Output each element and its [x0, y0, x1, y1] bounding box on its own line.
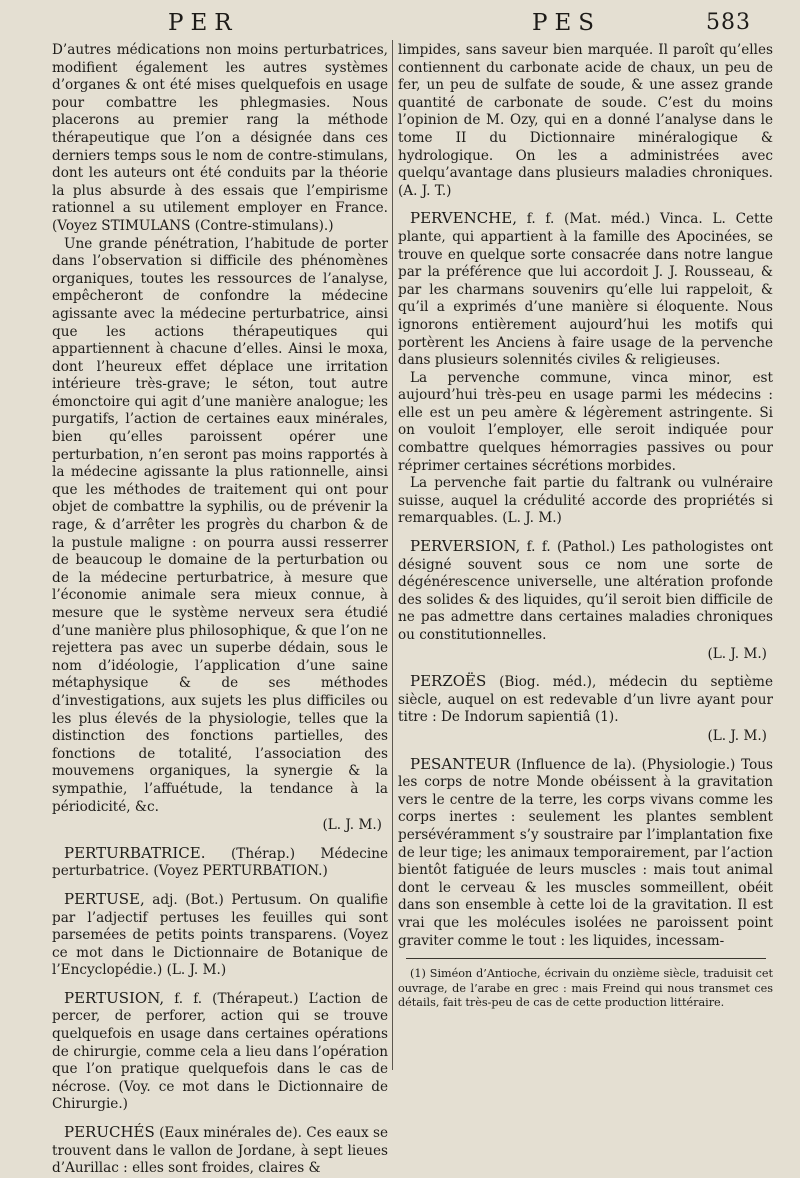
- entry-pervenche: [398, 210, 773, 369]
- entry-peruches: [52, 1124, 388, 1178]
- entry-headword: PERTUSE,: [64, 889, 145, 908]
- running-head-left: PER: [168, 10, 239, 36]
- paragraph: Une grande pénétration, l’habitude de porter dans l’observation si difficile des phénomènes organiques, toutes les ressources de l’analyse, empêcheront de confondre la médecine agissante avec la médecine perturbatrice, ainsi que les actions thérapeutiques qui appartiennent à chacune d’elles. Ainsi le moxa, dont l’heureux effet déplace une irritation intérieure très-grave; le séton, tout autre émonctoire qui agit d’une manière analogue; les purgatifs, l’action de certaines eaux minérales, bien qu’elles paroissent opérer une perturbation, n’en seront pas moins rapportés à la médecine agissante la plus rationnelle, ainsi que les méthodes de traitement qui ont pour objet de combattre la syphilis, ou de prévenir la rage, & d’arrêter les progrès du charbon & de la pustule maligne : on pourra aussi resserrer de beaucoup le domaine de la perturbation ou de la médecine perturbatrice, à mesure que l’économie animale sera mieux connue, à mesure que le système nerveux sera étudié d’une manière plus philosophique, & que l’on ne rejettera pas avec un superbe dédain, sous le nom d’idéologie, l’application d’une saine métaphysique & de ses méthodes d’investigations, aux sujets les plus difficiles ou les plus élevés de la physiologie, telles que la distinction des fonctions partielles, des fonctions de totalité, l’association des mouvemens organiques, la synergie & la sympathie, l’affuétude, la tendance à la périodicité, &c.: [52, 235, 388, 815]
- column-divider: [392, 40, 393, 1070]
- footnote: (1) Siméon d’Antioche, écrivain du onzième siècle, traduisit cet ouvrage, de l’arabe en grec : mais Freind qui nous transmet ces détails, fait très-peu de cas de cette production littéraire.: [398, 967, 773, 1009]
- entry-perturbatrice: [52, 845, 388, 881]
- entry-headword: PERTURBATRICE.: [64, 843, 206, 862]
- author-signature: (L. J. M.): [322, 817, 382, 834]
- entry-headword: PERTUSION,: [64, 988, 165, 1007]
- footnote-rule: [406, 958, 766, 959]
- author-signature: (L. J. M.): [707, 645, 767, 662]
- entry-headword: PERUCHÉS: [64, 1123, 155, 1142]
- page-number: 583: [706, 10, 751, 35]
- entry-text: (Influence de la). (Physiologie.) Tous les corps de notre Monde obéissent à la gravitation vers le centre de la terre, les corps vivans comme les corps inertes : seulement les plantes semblent persévéramment s’y soustraire par l’implantation fixe de leur tige; les animaux temporairement, par l’action bientôt fatiguée de leurs muscles : mais tout animal dont le cerveau & les muscles sommeillent, obéit dans son ensemble à cette loi de la gravitation. Il est vrai que les molécules isolées ne paroissent point graviter comme le tout : les liquides, incessam-: [398, 756, 773, 949]
- entry-text: f. f. (Mat. méd.) Vinca. L. Cette plante, qui appartient à la famille des Apocinées, se trouve en quelque sorte consacrée dans notre langue par la préférence que lui accordoit J. J. Rousseau, & par les charmans souvenirs qu’elle lui rappeloit, & qu’il a exprimés d’une manière si éloquente. Nous ignorons entièrement aujourd’hui les motifs qui portèrent les Anciens à faire usage de la pervenche dans plusieurs solennités civiles & religieuses.: [398, 211, 773, 369]
- entry-pertusion: [52, 990, 388, 1114]
- paragraph: La pervenche fait partie du faltrank ou vulnéraire suisse, auquel la crédulité accorde des propriétés si remarquables. (L. J. M.): [398, 475, 773, 527]
- entry-pesanteur: [398, 756, 773, 951]
- running-head-center: PES: [532, 10, 602, 36]
- paragraph-continued: D’autres médications non moins perturbatrices, modifient également les autres systèmes d’organes & ont été mises quelquefois en usage pour combattre les phlegmasies. Nous placerons au premier rang la méthode thérapeutique que l’on a désignée dans ces derniers temps sous le nom de contre-stimulans, dont les auteurs ont été conduits par la théorie la plus absurde à des essais que l’empirisme rationnel a su utilement employer en France. (Voyez STIMULANS (Contre-stimulans).): [52, 42, 388, 234]
- entry-pertuse: [52, 891, 388, 980]
- entry-headword: PESANTEUR: [410, 754, 511, 773]
- entry-headword: PERZOËS: [410, 672, 487, 691]
- author-signature: (L. J. M.): [707, 727, 767, 744]
- entry-perzoes: [398, 673, 773, 727]
- entry-text: adj. (Bot.) Pertusum. On qualifie par l’adjectif pertuses les feuilles qui sont parsemées de petits points transparens. (Voyez ce mot dans le Dictionnaire de Botanique de l’Encyclopédie.) (L. J. M.): [52, 891, 388, 979]
- entry-headword: PERVERSION,: [410, 537, 521, 556]
- entry-headword: PERVENCHE,: [410, 209, 517, 228]
- right-column: [398, 42, 773, 1010]
- entry-text: f. f. (Pathol.) Les pathologistes ont désigné souvent sous ce nom une sorte de dégénérescence universelle, une altération profonde des solides & des liquides, qu’il seroit bien difficile de ne pas admettre dans certaines maladies chroniques ou constitutionnelles.: [398, 539, 773, 643]
- left-column: [52, 42, 388, 1178]
- entry-text: f. f. (Thérapeut.) L’action de percer, de perforer, action qui se trouve quelquefois en usage dans certaines opérations de chirurgie, comme cela a lieu dans l’opération que l’on pratique quelquefois dans le cas de nécrose. (Voy. ce mot dans le Dictionnaire de Chirurgie.): [52, 990, 388, 1113]
- entry-text: (Thérap.) Médecine perturbatrice. (Voyez PERTURBATION.): [52, 845, 388, 880]
- entry-text: (Biog. méd.), médecin du septième siècle, auquel on est redevable d’un livre ayant pour titre : De Indorum sapientiâ (1).: [398, 674, 773, 726]
- entry-perversion: [398, 538, 773, 645]
- entry-text: (Eaux minérales de). Ces eaux se trouvent dans le vallon de Jordane, à sept lieues d’Aurillac : elles sont froides, claires &: [52, 1125, 388, 1177]
- paragraph: La pervenche commune, vinca minor, est aujourd’hui très-peu en usage parmi les médecins : elle est un peu amère & légèrement astringente. Si on vouloit l’employer, elle seroit indiquée pour combattre quelques hémorragies passives ou pour réprimer certaines sécrétions morbides.: [398, 369, 773, 474]
- paragraph-continued: limpides, sans saveur bien marquée. Il paroît qu’elles contiennent du carbonate acide de chaux, un peu de fer, un peu de sulfate de soude, & une assez grande quantité de carbonate de soude. C’est du moins l’opinion de M. Ozy, qui en a donné l’analyse dans le tome II du Dictionnaire minéralogique & hydrologique. On les a administrées avec quelqu’avantage dans plusieurs maladies chroniques. (A. J. T.): [398, 42, 773, 199]
